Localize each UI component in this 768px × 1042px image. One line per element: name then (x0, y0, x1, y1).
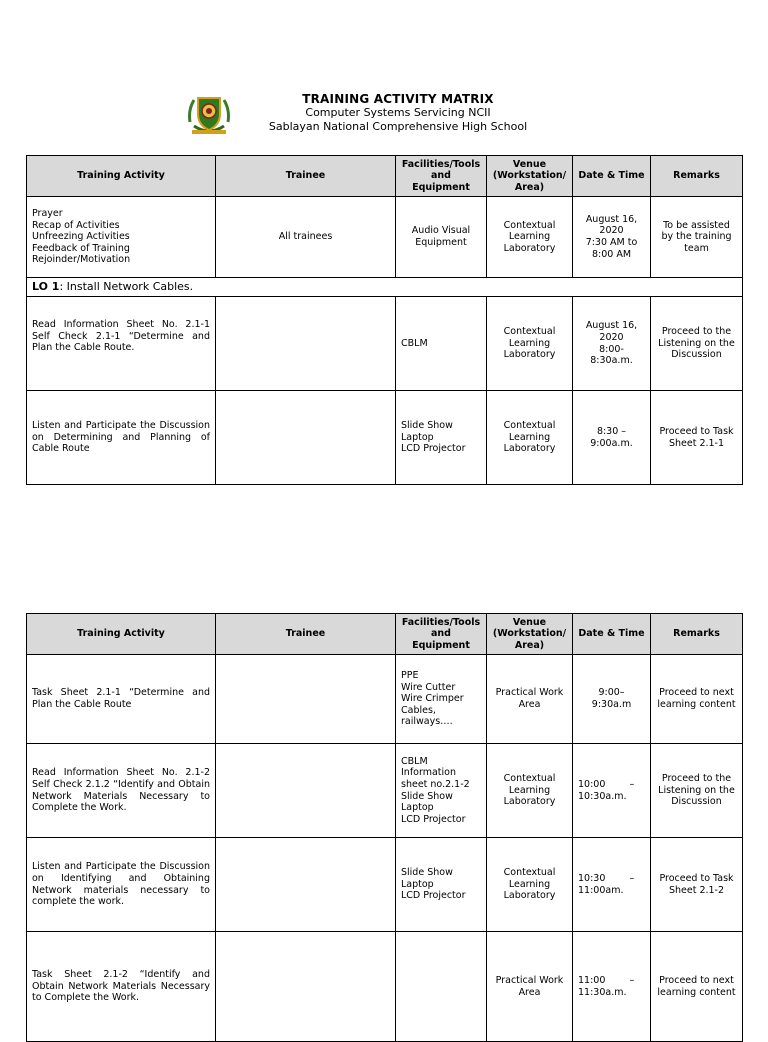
activity-cell: Task Sheet 2.1-1 “Determine and Plan the Cable Route (27, 655, 216, 744)
table-header-row (27, 156, 743, 197)
table-row (27, 297, 743, 391)
column-header-remarks: Remarks (651, 156, 743, 197)
facilities-cell (396, 932, 487, 1042)
column-header-datetime: Date & Time (573, 614, 651, 655)
activity-cell: Prayer Recap of Activities Unfreezing Activities Feedback of Training Rejoinder/Motivation (27, 197, 216, 278)
learning-outcome-label: LO 1 (32, 280, 60, 293)
trainee-cell (216, 297, 396, 391)
training-activity-table-1 (26, 155, 743, 485)
table-row (27, 391, 743, 485)
datetime-cell: 9:00– 9:30a.m (573, 655, 651, 744)
learning-outcome-row (27, 278, 743, 297)
datetime-cell: 8:30 – 9:00a.m. (573, 391, 651, 485)
venue-cell: Contextual Learning Laboratory (487, 838, 573, 932)
learning-outcome-cell (27, 278, 743, 297)
table-row (27, 932, 743, 1042)
venue-cell: Practical Work Area (487, 932, 573, 1042)
activity-cell: Listen and Participate the Discussion on Determining and Planning of Cable Route (27, 391, 216, 485)
table-row (27, 197, 743, 278)
facilities-cell: Audio Visual Equipment (396, 197, 487, 278)
activity-cell: Task Sheet 2.1-2 “Identify and Obtain Network Materials Necessary to Complete the Work. (27, 932, 216, 1042)
trainee-cell (216, 655, 396, 744)
remarks-cell: Proceed to Task Sheet 2.1-1 (651, 391, 743, 485)
column-header-datetime: Date & Time (573, 156, 651, 197)
table-row (27, 655, 743, 744)
venue-cell: Practical Work Area (487, 655, 573, 744)
venue-cell: Contextual Learning Laboratory (487, 297, 573, 391)
column-header-activity: Training Activity (27, 614, 216, 655)
table-header-row (27, 614, 743, 655)
column-header-venue: Venue (Workstation/ Area) (487, 156, 573, 197)
column-header-activity: Training Activity (27, 156, 216, 197)
remarks-cell: Proceed to next learning content (651, 655, 743, 744)
datetime-cell: August 16, 2020 8:00- 8:30a.m. (573, 297, 651, 391)
school-seal-logo (186, 92, 232, 136)
column-header-facilities: Facilities/Tools and Equipment (396, 156, 487, 197)
trainee-cell (216, 932, 396, 1042)
document-title: TRAINING ACTIVITY MATRIX (302, 92, 494, 106)
column-header-trainee: Trainee (216, 156, 396, 197)
remarks-cell: To be assisted by the training team (651, 197, 743, 278)
column-header-venue: Venue (Workstation/ Area) (487, 614, 573, 655)
activity-cell: Read Information Sheet No. 2.1-2 Self Check 2.1.2 “Identify and Obtain Network Materials Necessary to Complete the Work. (27, 744, 216, 838)
program-name: Computer Systems Servicing NCII (305, 106, 491, 119)
facilities-cell: PPE Wire Cutter Wire Crimper Cables, railways…. (396, 655, 487, 744)
column-header-trainee: Trainee (216, 614, 396, 655)
remarks-cell: Proceed to next learning content (651, 932, 743, 1042)
datetime-cell: 11:00 – 11:30a.m. (573, 932, 651, 1042)
trainee-cell: All trainees (216, 197, 396, 278)
table-row (27, 744, 743, 838)
activity-cell: Read Information Sheet No. 2.1-1 Self Check 2.1-1 “Determine and Plan the Cable Route. (27, 297, 216, 391)
venue-cell: Contextual Learning Laboratory (487, 197, 573, 278)
facilities-cell: Slide Show Laptop LCD Projector (396, 838, 487, 932)
learning-outcome-text: : Install Network Cables. (59, 280, 194, 293)
table-row (27, 838, 743, 932)
datetime-cell: 10:30 – 11:00am. (573, 838, 651, 932)
facilities-cell: Slide Show Laptop LCD Projector (396, 391, 487, 485)
activity-cell: Listen and Participate the Discussion on Identifying and Obtaining Network materials necessary to complete the work. (27, 838, 216, 932)
column-header-remarks: Remarks (651, 614, 743, 655)
remarks-cell: Proceed to the Listening on the Discussion (651, 297, 743, 391)
trainee-cell (216, 838, 396, 932)
venue-cell: Contextual Learning Laboratory (487, 744, 573, 838)
datetime-cell: August 16, 2020 7:30 AM to 8:00 AM (573, 197, 651, 278)
remarks-cell: Proceed to Task Sheet 2.1-2 (651, 838, 743, 932)
facilities-cell: CBLM (396, 297, 487, 391)
trainee-cell (216, 391, 396, 485)
column-header-facilities: Facilities/Tools and Equipment (396, 614, 487, 655)
document-header (186, 92, 526, 136)
datetime-cell: 10:00 – 10:30a.m. (573, 744, 651, 838)
remarks-cell: Proceed to the Listening on the Discussion (651, 744, 743, 838)
facilities-cell: CBLM Information sheet no.2.1-2 Slide Show Laptop LCD Projector (396, 744, 487, 838)
training-activity-table-2 (26, 613, 743, 1042)
venue-cell: Contextual Learning Laboratory (487, 391, 573, 485)
trainee-cell (216, 744, 396, 838)
school-name: Sablayan National Comprehensive High School (268, 120, 528, 133)
